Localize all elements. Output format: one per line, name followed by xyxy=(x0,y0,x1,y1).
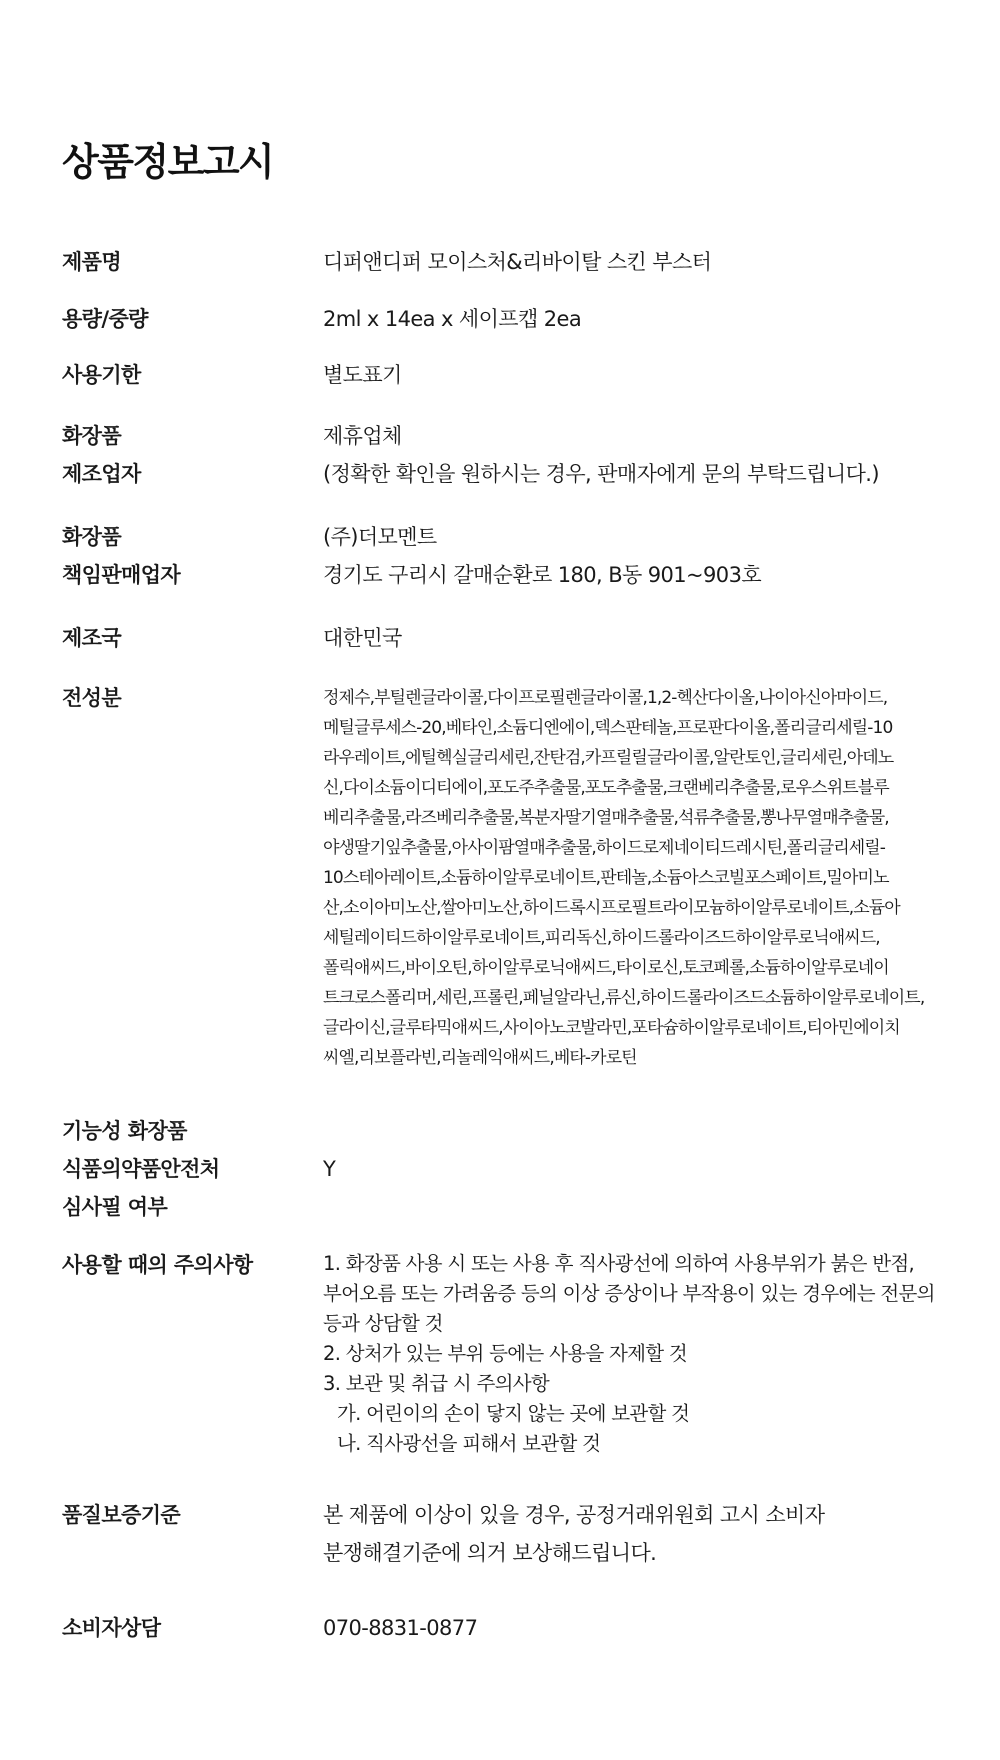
caution-subline: 나. 직사광선을 피해서 보관할 것 xyxy=(337,1432,601,1455)
label-manufacturer-line: 제조업자 xyxy=(62,462,141,486)
caution-line: 등과 상담할 것 xyxy=(323,1312,443,1335)
label-product-name: 제품명 xyxy=(62,250,122,274)
value-seller-line: 경기도 구리시 갈매순환로 180, B동 901~903호 xyxy=(323,563,762,587)
label-consumer: 소비자상담 xyxy=(62,1616,161,1640)
ingredients-line: 세틸레이티드하이알루로네이트,피리독신,하이드롤라이즈드하이알루로닉애씨드, xyxy=(323,928,880,948)
caution-list xyxy=(323,1249,935,1459)
value-quality-line: 분쟁해결기준에 의거 보상해드립니다. xyxy=(323,1541,657,1565)
ingredients-line: 글라이신,글루타믹애씨드,사이아노코발라민,포타슘하이알루로네이트,티아민에이치 xyxy=(323,1018,900,1038)
value-seller xyxy=(323,518,761,594)
label-country: 제조국 xyxy=(62,626,122,650)
label-manufacturer xyxy=(62,417,141,493)
label-functional xyxy=(62,1112,220,1226)
page-title: 상품정보고시 xyxy=(62,140,274,184)
caution-line: 1. 화장품 사용 시 또는 사용 후 직사광선에 의하여 사용부위가 붉은 반점, xyxy=(323,1252,915,1275)
value-country: 대한민국 xyxy=(323,626,402,650)
ingredients-line: 라우레이트,에틸헥실글리세린,잔탄검,카프릴릴글라이콜,알란토인,글리세린,아데노 xyxy=(323,748,894,768)
caution-line: 2. 상처가 있는 부위 등에는 사용을 자제할 것 xyxy=(323,1342,688,1365)
label-manufacturer-line: 화장품 xyxy=(62,424,122,448)
value-manufacturer xyxy=(323,417,879,493)
label-quality: 품질보증기준 xyxy=(62,1503,181,1527)
ingredients-line: 메틸글루세스-20,베타인,소듐디엔에이,덱스판테놀,프로판다이올,폴리글리세릴-10 xyxy=(323,718,893,738)
label-seller-line: 화장품 xyxy=(62,525,122,549)
ingredients-line: 야생딸기잎추출물,아사이팜열매추출물,하이드로제네이티드레시틴,폴리글리세릴- xyxy=(323,838,886,858)
value-quality xyxy=(323,1496,824,1572)
label-ingredients: 전성분 xyxy=(62,686,122,710)
label-functional-line: 심사필 여부 xyxy=(62,1195,168,1219)
label-volume: 용량/중량 xyxy=(62,307,148,331)
value-manufacturer-line: 제휴업체 xyxy=(323,424,402,448)
value-seller-line: (주)더모멘트 xyxy=(323,525,437,549)
ingredients-line: 씨엘,리보플라빈,리놀레익애씨드,베타-카로틴 xyxy=(323,1048,637,1068)
value-product-name: 디퍼앤디퍼 모이스처&리바이탈 스킨 부스터 xyxy=(323,250,712,274)
ingredients-line: 폴릭애씨드,바이오틴,하이알루로닉애씨드,타이로신,토코페롤,소듐하이알루로네이 xyxy=(323,958,889,978)
value-quality-line: 본 제품에 이상이 있을 경우, 공정거래위원회 고시 소비자 xyxy=(323,1503,825,1527)
value-volume: 2ml x 14ea x 세이프캡 2ea xyxy=(323,307,582,331)
ingredients-line: 신,다이소듐이디티에이,포도주추출물,포도추출물,크랜베리추출물,로우스위트블루 xyxy=(323,778,889,798)
caution-line: 부어오름 또는 가려움증 등의 이상 증상이나 부작용이 있는 경우에는 전문의 xyxy=(323,1282,935,1305)
caution-line: 3. 보관 및 취급 시 주의사항 xyxy=(323,1372,550,1395)
ingredients-line: 산,소이아미노산,쌀아미노산,하이드록시프로필트라이모늄하이알루로네이트,소듐아 xyxy=(323,898,900,918)
value-consumer-phone: 070-8831-0877 xyxy=(323,1616,478,1640)
label-seller xyxy=(62,518,180,594)
value-functional: Y xyxy=(323,1157,336,1181)
label-caution: 사용할 때의 주의사항 xyxy=(62,1253,253,1277)
value-expiry: 별도표기 xyxy=(323,363,402,387)
ingredients-line: 트크로스폴리머,세린,프롤린,페닐알라닌,류신,하이드롤라이즈드소듐하이알루로네이트, xyxy=(323,988,925,1008)
value-manufacturer-line: (정확한 확인을 원하시는 경우, 판매자에게 문의 부탁드립니다.) xyxy=(323,462,879,486)
label-expiry: 사용기한 xyxy=(62,363,141,387)
ingredients-line: 10스테아레이트,소듐하이알루로네이트,판테놀,소듐아스코빌포스페이트,밀아미노 xyxy=(323,868,889,888)
label-seller-line: 책임판매업자 xyxy=(62,563,181,587)
ingredients-line: 정제수,부틸렌글라이콜,다이프로필렌글라이콜,1,2-헥산다이올,나이아신아마이드, xyxy=(323,688,888,708)
ingredients-list xyxy=(323,683,973,1073)
label-functional-line: 기능성 화장품 xyxy=(62,1119,187,1143)
caution-subline: 가. 어린이의 손이 닿지 않는 곳에 보관할 것 xyxy=(337,1402,690,1425)
label-functional-line: 식품의약품안전처 xyxy=(62,1157,220,1181)
ingredients-line: 베리추출물,라즈베리추출물,복분자딸기열매추출물,석류추출물,뽕나무열매추출물, xyxy=(323,808,889,828)
